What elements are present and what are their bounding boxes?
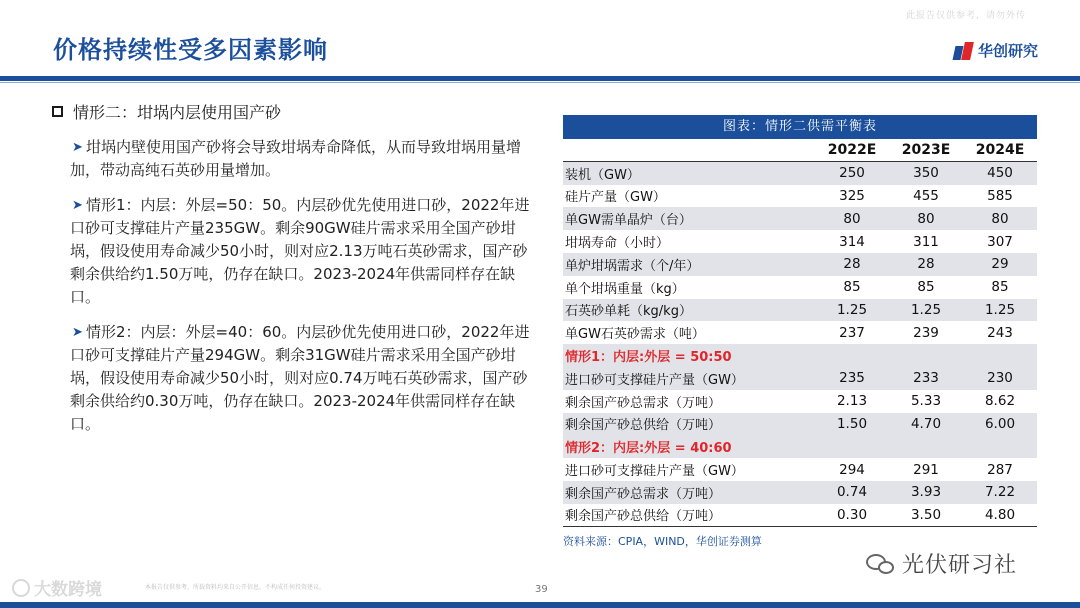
supply-demand-table bbox=[563, 139, 1037, 527]
table-row bbox=[563, 390, 1037, 413]
header-cell-label bbox=[563, 139, 815, 162]
table-row bbox=[563, 458, 1037, 481]
row-label: 剩余国产砂总需求（万吨） bbox=[563, 481, 815, 504]
row-label: 单GW石英砂需求（吨） bbox=[565, 327, 705, 343]
table-cell: 287 bbox=[987, 461, 1013, 478]
table-row bbox=[563, 207, 1037, 230]
page-number: 39 bbox=[535, 584, 548, 595]
row-label: 坩埚寿命（小时） bbox=[565, 236, 670, 252]
title-divider-thin bbox=[0, 82, 1080, 83]
table-cell: 3.93 bbox=[889, 481, 963, 504]
table-title: 图表：情形二供需平衡表 bbox=[563, 115, 1037, 139]
table-row bbox=[563, 276, 1037, 299]
table-cell: 28 bbox=[889, 253, 963, 276]
table-cell: 455 bbox=[913, 187, 939, 204]
table-cell: 4.80 bbox=[963, 504, 1037, 527]
table-cell: 1.50 bbox=[815, 413, 889, 436]
watermark-text: 大数跨境 bbox=[34, 580, 102, 600]
row-label: 进口砂可支撑硅片产量（GW） bbox=[563, 367, 815, 390]
table-cell: 80 bbox=[889, 207, 963, 230]
table-cell: 4.70 bbox=[889, 413, 963, 436]
table-row bbox=[563, 230, 1037, 253]
row-label: 剩余国产砂总供给（万吨） bbox=[563, 504, 815, 527]
table-cell: 85 bbox=[991, 279, 1009, 296]
square-bullet-icon bbox=[52, 106, 63, 117]
table-row bbox=[563, 413, 1037, 436]
table-row bbox=[563, 504, 1037, 527]
header-cell-2024e: 2024E bbox=[975, 142, 1025, 159]
row-label: 硅片产量（GW） bbox=[565, 190, 666, 206]
table-cell: 80 bbox=[963, 207, 1037, 230]
table-row bbox=[563, 367, 1037, 390]
arrow-bullet-icon: ➤ bbox=[72, 198, 83, 213]
table-cell: 1.25 bbox=[815, 299, 889, 322]
table-cell: 233 bbox=[889, 367, 963, 390]
table-cell: 6.00 bbox=[963, 413, 1037, 436]
watermark bbox=[12, 575, 102, 600]
paragraph-text-3: 情形2：内层：外层=40：60。内层砂优先使用进口砂，2022年进口砂可支撑硅片产量294GW。剩余31GW硅片需求采用全国产砂坩埚，假设使用寿命减少50小时，则对应0.74万吨石英砂需求，国产砂剩余供给约0.30万吨，仍存在缺口。2023-2024年供需同样存在缺口。 bbox=[70, 323, 530, 433]
row-label: 单个坩埚重量（kg） bbox=[565, 281, 685, 297]
bottom-bar bbox=[0, 602, 1080, 608]
table-cell: 237 bbox=[839, 324, 865, 341]
table-cell: 1.25 bbox=[963, 299, 1037, 322]
table-cell: 450 bbox=[963, 162, 1037, 185]
table-cell: 239 bbox=[913, 324, 939, 341]
table-cell: 1.25 bbox=[889, 299, 963, 322]
table-cell: 243 bbox=[987, 324, 1013, 341]
wechat-account bbox=[866, 548, 1017, 579]
table-cell: 585 bbox=[987, 187, 1013, 204]
title-divider bbox=[0, 76, 1080, 81]
paragraph-text-2: 情形1：内层：外层=50：50。内层砂优先使用进口砂，2022年进口砂可支撑硅片产量235GW。剩余90GW硅片需求采用全国产砂坩埚，假设使用寿命减少50小时，则对应2.13万吨石英砂需求，国产砂剩余供给约1.50万吨，仍存在缺口。2023-2024年供需同样存在缺口。 bbox=[70, 196, 530, 306]
table-cell: 250 bbox=[815, 162, 889, 185]
table-cell: 0.74 bbox=[815, 481, 889, 504]
table-row bbox=[563, 481, 1037, 504]
scenario-label: 情形2：内层:外层 = 40:60 bbox=[563, 435, 1037, 458]
table-cell: 85 bbox=[917, 279, 935, 296]
top-note: 此报告仅供参考，请勿外传 bbox=[905, 11, 1026, 21]
row-label: 剩余国产砂总需求（万吨） bbox=[565, 395, 722, 411]
table-header-row bbox=[563, 139, 1037, 162]
row-label: 单GW需单晶炉（台） bbox=[563, 207, 815, 230]
table-cell: 311 bbox=[913, 233, 939, 250]
table-cell: 325 bbox=[839, 187, 865, 204]
section-heading bbox=[52, 100, 532, 123]
bullet-paragraph-2 bbox=[52, 194, 532, 309]
table-cell: 0.30 bbox=[815, 504, 889, 527]
table-cell: 350 bbox=[889, 162, 963, 185]
table-cell: 7.22 bbox=[963, 481, 1037, 504]
arrow-bullet-icon: ➤ bbox=[72, 140, 83, 155]
table-cell: 294 bbox=[839, 461, 865, 478]
bullet-paragraph-1 bbox=[52, 136, 532, 182]
wechat-account-name: 光伏研习社 bbox=[902, 553, 1018, 578]
table-cell: 28 bbox=[815, 253, 889, 276]
table-row bbox=[563, 299, 1037, 322]
table-cell: 29 bbox=[963, 253, 1037, 276]
table-cell: 85 bbox=[843, 279, 861, 296]
watermark-icon bbox=[12, 579, 30, 597]
row-label: 进口砂可支撑硅片产量（GW） bbox=[565, 464, 744, 480]
table-row bbox=[563, 162, 1037, 185]
paragraph-text-1: 坩埚内壁使用国产砂将会导致坩埚寿命降低，从而导致坩埚用量增加，带动高纯石英砂用量增加。 bbox=[70, 138, 522, 179]
table-cell: 8.62 bbox=[984, 393, 1016, 410]
row-label: 石英砂单耗（kg/kg） bbox=[563, 299, 815, 322]
logo-text: 华创研究 bbox=[977, 42, 1038, 60]
table-cell: 307 bbox=[987, 233, 1013, 250]
table-cell: 3.50 bbox=[889, 504, 963, 527]
table-cell: 235 bbox=[815, 367, 889, 390]
table-row bbox=[563, 253, 1037, 276]
row-label: 装机（GW） bbox=[563, 162, 815, 185]
scenario-row bbox=[563, 435, 1037, 458]
supply-demand-table-panel bbox=[563, 115, 1037, 549]
table-cell: 314 bbox=[839, 233, 865, 250]
table-cell: 5.33 bbox=[910, 393, 942, 410]
table-body bbox=[563, 162, 1037, 527]
disclaimer-text: 本报告仅供参考，所载资料均来自公开信息，不构成任何投资建议。 bbox=[145, 584, 326, 591]
table-cell: 80 bbox=[815, 207, 889, 230]
table-cell: 2.13 bbox=[836, 393, 868, 410]
table-cell: 291 bbox=[913, 461, 939, 478]
brand-logo bbox=[954, 40, 1038, 61]
logo-icon bbox=[954, 42, 974, 60]
wechat-icon bbox=[866, 552, 896, 576]
bullet-paragraph-3 bbox=[52, 321, 532, 436]
row-label: 剩余国产砂总供给（万吨） bbox=[563, 413, 815, 436]
page-title: 价格持续性受多因素影响 bbox=[53, 36, 328, 64]
section-heading-text: 情形二：坩埚内层使用国产砂 bbox=[73, 103, 282, 122]
text-panel bbox=[52, 100, 532, 448]
table-row bbox=[563, 185, 1037, 208]
header-cell-2023e: 2023E bbox=[901, 142, 951, 159]
scenario-row bbox=[563, 344, 1037, 367]
scenario-label: 情形1：内层:外层 = 50:50 bbox=[563, 344, 1037, 367]
row-label: 单炉坩埚需求（个/年） bbox=[563, 253, 815, 276]
table-cell: 230 bbox=[963, 367, 1037, 390]
arrow-bullet-icon: ➤ bbox=[72, 325, 83, 340]
table-row bbox=[563, 321, 1037, 344]
header-cell-2022e: 2022E bbox=[827, 142, 877, 159]
table-source: 资料来源：CPIA，WIND，华创证券测算 bbox=[563, 535, 762, 549]
